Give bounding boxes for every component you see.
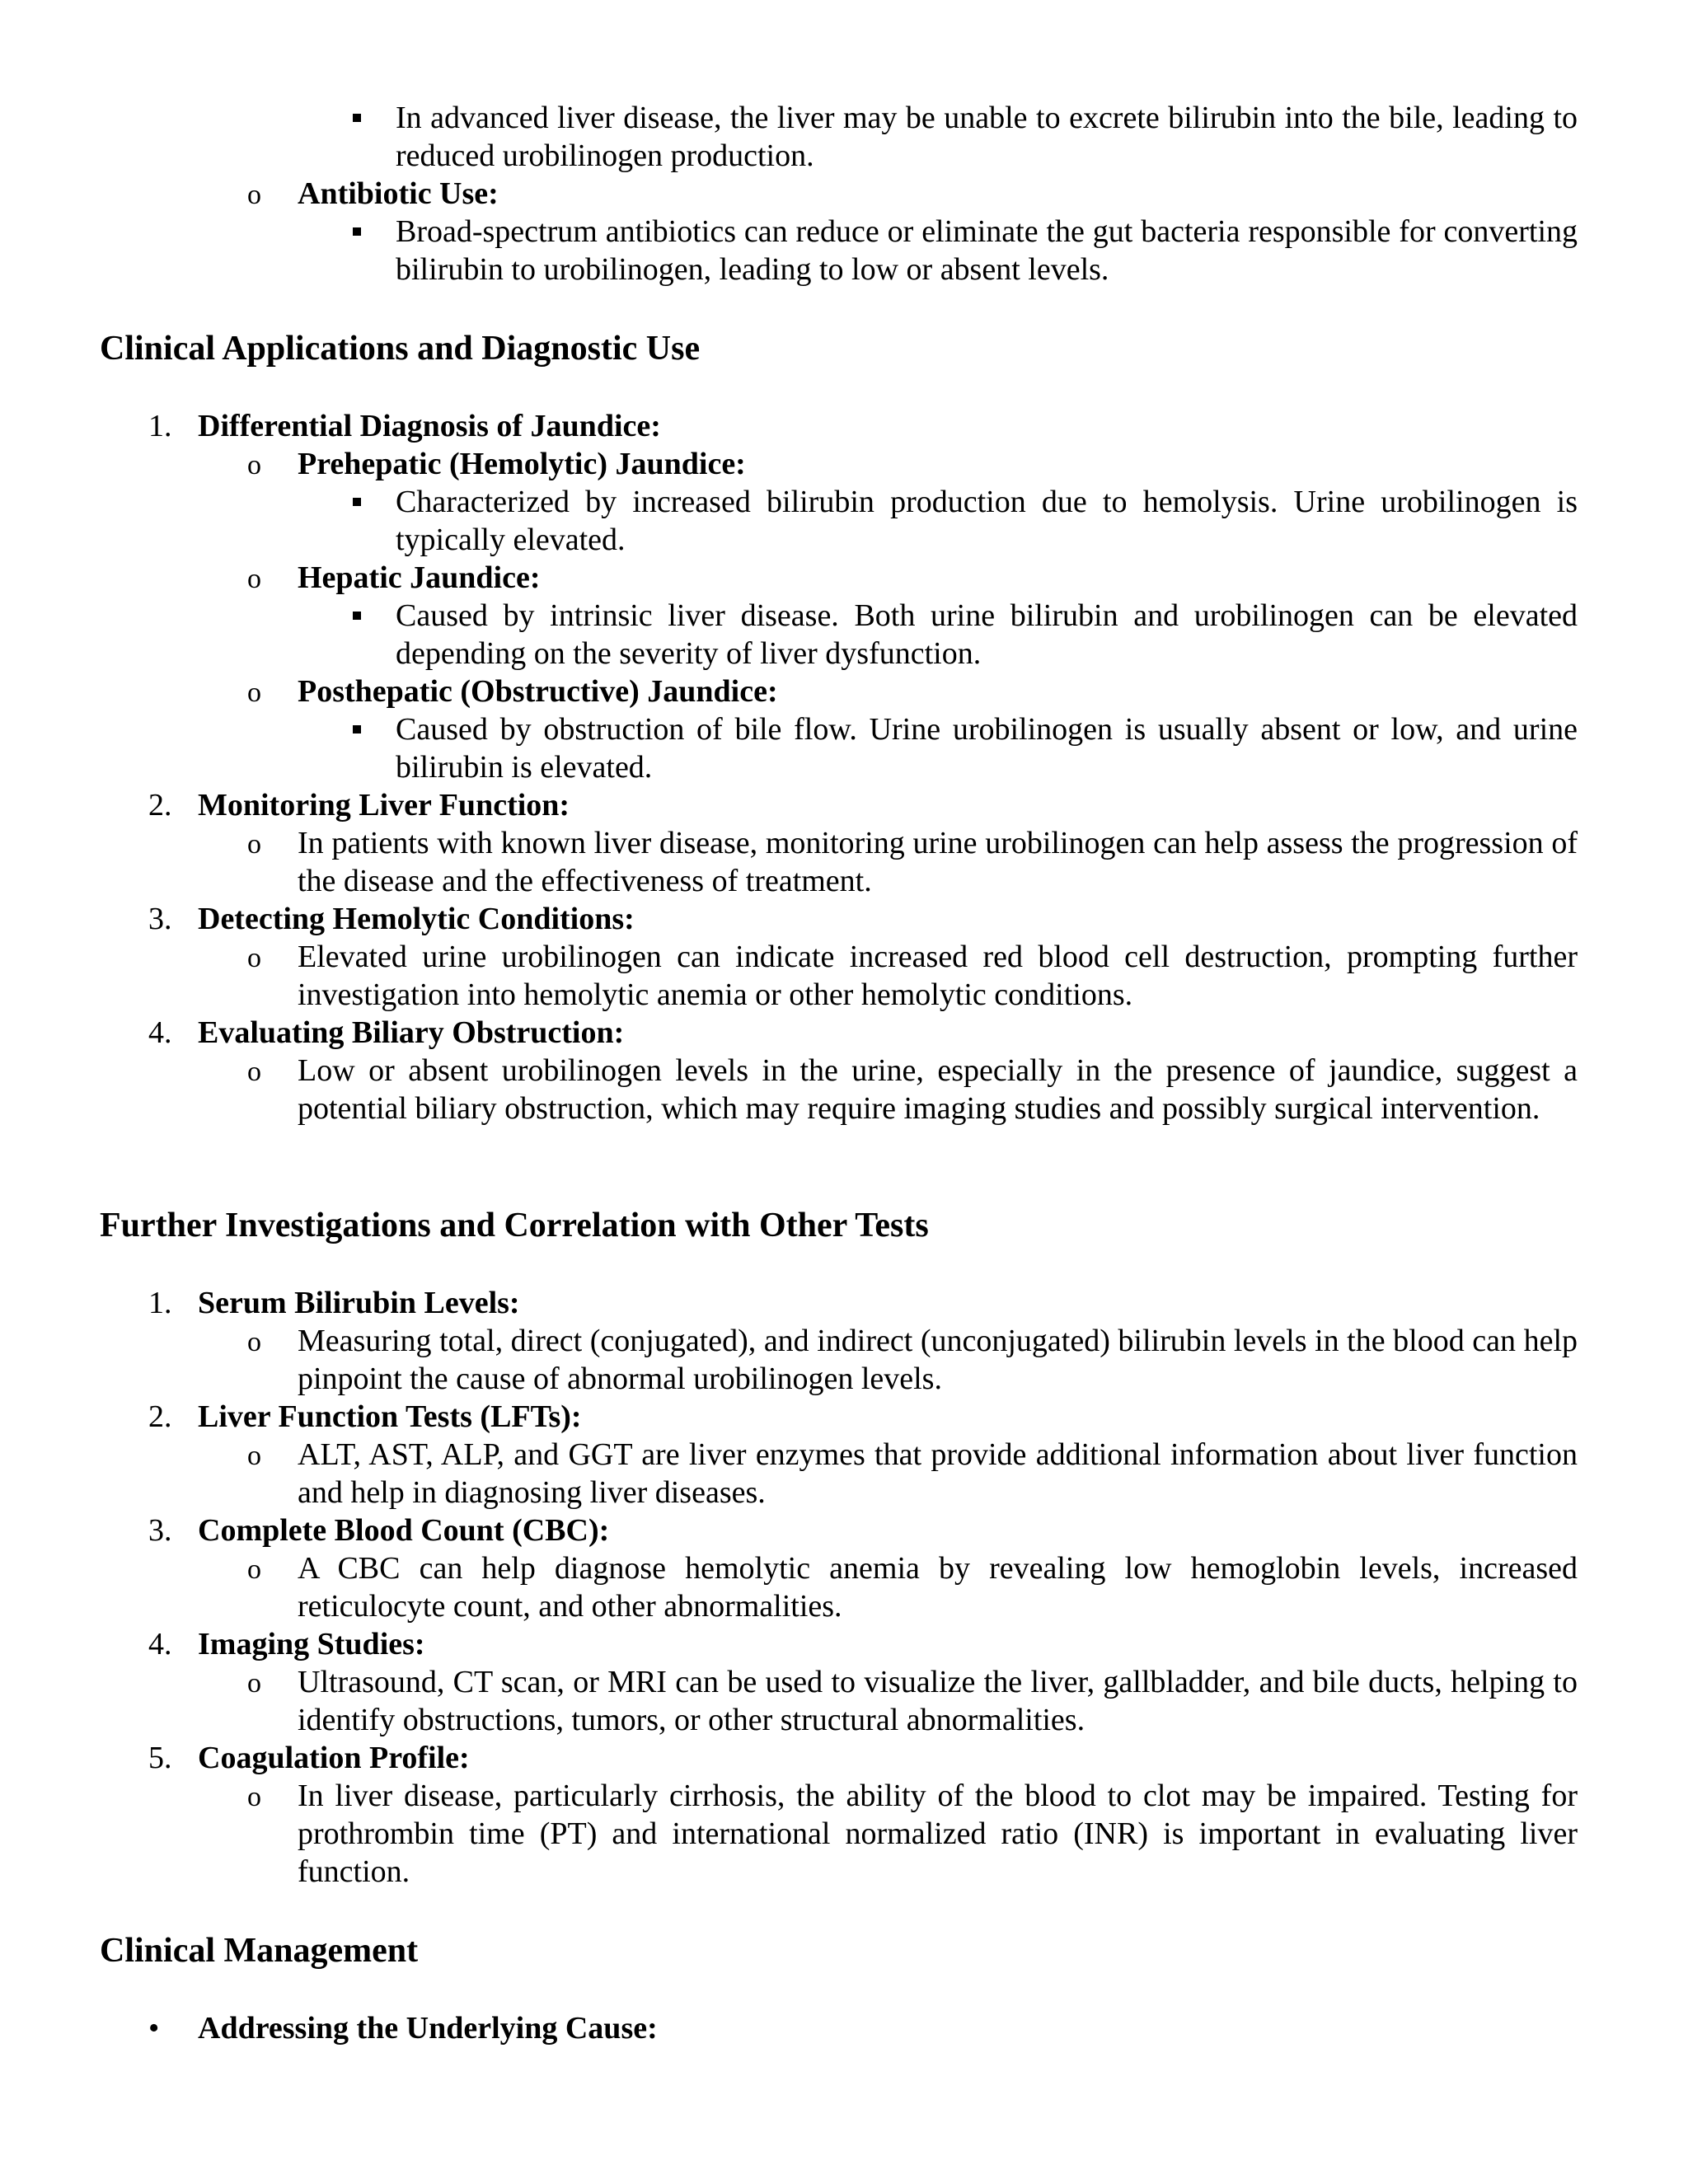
item-title: Monitoring Liver Function: [198,788,570,823]
l2-text: Low or absent urobilinogen levels in the urine, especially in the presence of jaundice, suggest a potential biliary obstruction, which may require imaging studies and possibly surgical intervention. [298,1053,1578,1126]
item-number: 1. [148,1286,172,1320]
l2-title: Prehepatic (Hemolytic) Jaundice: [298,447,746,481]
l2-title: Hepatic Jaundice: [298,560,541,595]
circle-bullet-icon: o [247,1441,261,1471]
circle-bullet-icon: o [247,1327,261,1357]
item-title: Liver Function Tests (LFTs): [198,1399,582,1434]
item-number: 4. [148,1015,172,1050]
l3-text: In advanced liver disease, the liver may be unable to excrete bilirubin into the bile, leading to reduced urobilinogen production. [396,101,1578,173]
item-number: 3. [148,1513,172,1548]
item-title: Coagulation Profile: [198,1741,470,1775]
section-heading: Clinical Applications and Diagnostic Use [100,330,701,368]
circle-bullet-icon: o [247,450,261,480]
circle-bullet-icon: o [247,1668,261,1699]
circle-bullet-icon: o [247,564,261,594]
circle-bullet-icon: o [247,677,261,708]
item-number: 2. [148,1399,172,1434]
section-heading: Clinical Management [100,1932,419,1970]
circle-bullet-icon: o [247,1057,261,1087]
l2-text: Elevated urine urobilinogen can indicate increased red blood cell destruction, prompting further investigation into hemolytic anemia or other hemolytic conditions. [298,940,1578,1012]
l3-text: Caused by intrinsic liver disease. Both urine bilirubin and urobilinogen can be elevated depending on the severity of liver dysfunction. [396,598,1578,671]
square-bullet-icon [353,612,361,620]
item-title: Differential Diagnosis of Jaundice: [198,409,661,443]
item-number: 1. [148,409,172,443]
disc-bullet-icon: • [148,2011,160,2046]
l3-text: Characterized by increased bilirubin production due to hemolysis. Urine urobilinogen is typically elevated. [396,485,1578,557]
item-title: Detecting Hemolytic Conditions: [198,902,635,936]
l2-text: In liver disease, particularly cirrhosis, the ability of the blood to clot may be impaired. Testing for prothrombin time (PT) and international normalized ratio (INR) is important in evaluating liver function. [298,1779,1578,1889]
item-number: 3. [148,902,172,936]
l2-text: Ultrasound, CT scan, or MRI can be used to visualize the liver, gallbladder, and bile ducts, helping to identify obstructions, tumors, or other structural abnormalities. [298,1665,1578,1737]
item-title: Serum Bilirubin Levels: [198,1286,520,1320]
l2-title: Antibiotic Use: [298,176,499,211]
l2-text: In patients with known liver disease, monitoring urine urobilinogen can help assess the progression of the disease and the effectiveness of treatment. [298,826,1578,898]
circle-bullet-icon: o [247,1554,261,1585]
circle-bullet-icon: o [247,943,261,973]
bullet-title: Addressing the Underlying Cause: [198,2011,658,2046]
l2-text: Measuring total, direct (conjugated), and indirect (unconjugated) bilirubin levels in the blood can help pinpoint the cause of abnormal urobilinogen levels. [298,1324,1578,1396]
item-number: 5. [148,1741,172,1775]
l3-text: Caused by obstruction of bile flow. Urine urobilinogen is usually absent or low, and urine bilirubin is elevated. [396,712,1578,785]
square-bullet-icon [353,498,361,506]
item-title: Evaluating Biliary Obstruction: [198,1015,625,1050]
item-number: 4. [148,1627,172,1661]
square-bullet-icon [353,725,361,733]
square-bullet-icon [353,227,361,236]
circle-bullet-icon: o [247,1782,261,1812]
circle-bullet-icon: o [247,180,261,210]
item-title: Imaging Studies: [198,1627,425,1661]
item-number: 2. [148,788,172,823]
l2-text: A CBC can help diagnose hemolytic anemia by revealing low hemoglobin levels, increased reticulocyte count, and other abnormalities. [298,1551,1578,1624]
l3-text: Broad-spectrum antibiotics can reduce or eliminate the gut bacteria responsible for converting bilirubin to urobilinogen, leading to low or absent levels. [396,214,1578,287]
section-heading: Further Investigations and Correlation with Other Tests [100,1207,929,1244]
l2-text: ALT, AST, ALP, and GGT are liver enzymes that provide additional information about liver function and help in diagnosing liver diseases. [298,1437,1578,1510]
circle-bullet-icon: o [247,829,261,860]
square-bullet-icon [353,114,361,122]
item-title: Complete Blood Count (CBC): [198,1513,610,1548]
l2-title: Posthepatic (Obstructive) Jaundice: [298,674,778,709]
